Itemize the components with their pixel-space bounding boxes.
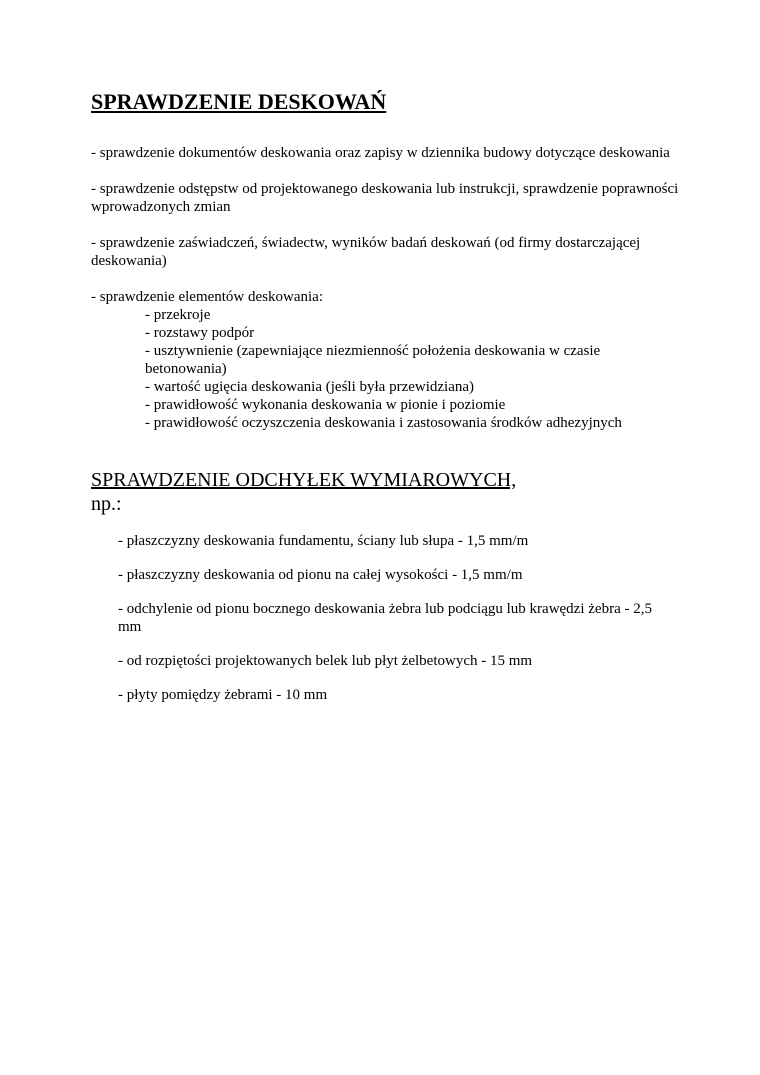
- heading-odchylki-underlined: SPRAWDZENIE ODCHYŁEK WYMIAROWYCH,: [91, 469, 517, 491]
- list-item: - przekroje: [145, 307, 211, 323]
- list-item: - usztywnienie (zapewniające niezmienność położenia deskowania w czasie betonowania): [145, 343, 601, 377]
- list-item: - prawidłowość oczyszczenia deskowania i zastosowania środków adhezyjnych: [145, 415, 622, 431]
- paragraph-odstepstwa: - sprawdzenie odstępstw od projektowanego deskowania lub instrukcji, sprawdzenie poprawności wprowadzonych zmian: [91, 181, 679, 215]
- list-item: - płaszczyzny deskowania fundamentu, ściany lub słupa - 1,5 mm/m: [118, 533, 529, 549]
- list-item: - od rozpiętości projektowanych belek lub płyt żelbetowych - 15 mm: [118, 653, 533, 669]
- list-item: - prawidłowość wykonania deskowania w pionie i poziomie: [145, 397, 506, 413]
- heading-odchylki-wymiarowe: [91, 468, 691, 516]
- heading-sprawdzenie-deskowan: SPRAWDZENIE DESKOWAŃ: [91, 89, 387, 114]
- list-item: - płyty pomiędzy żebrami - 10 mm: [118, 687, 328, 703]
- list-item: - rozstawy podpór: [145, 325, 255, 341]
- heading-odchylki-np: np.:: [91, 493, 122, 515]
- section-deskowania: [91, 144, 681, 432]
- paragraph-zaswiadczenia: - sprawdzenie zaświadczeń, świadectw, wyników badań deskowań (od firmy dostarczającej deskowania): [91, 235, 641, 269]
- section-odchylki: [118, 532, 678, 720]
- elements-sublist: [91, 306, 681, 432]
- paragraph-elementy: - sprawdzenie elementów deskowania:: [91, 289, 323, 305]
- list-item: - wartość ugięcia deskowania (jeśli była przewidziana): [145, 379, 475, 395]
- list-item: - odchylenie od pionu bocznego deskowania żebra lub podciągu lub krawędzi żebra - 2,5 mm: [118, 601, 652, 635]
- paragraph-dokumenty: - sprawdzenie dokumentów deskowania oraz zapisy w dziennika budowy dotyczące deskowania: [91, 145, 670, 161]
- list-item: - płaszczyzny deskowania od pionu na całej wysokości - 1,5 mm/m: [118, 567, 523, 583]
